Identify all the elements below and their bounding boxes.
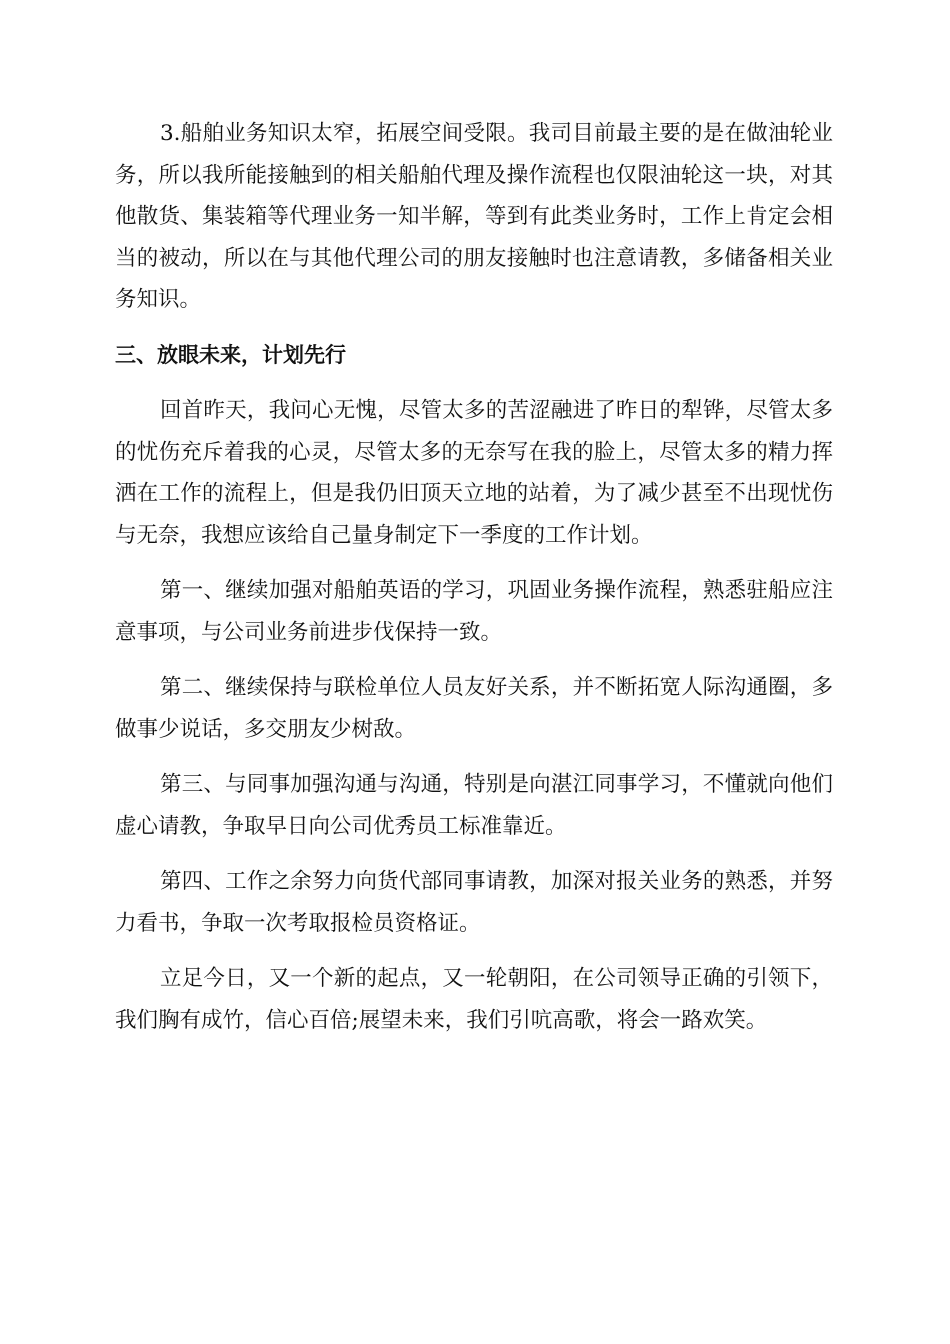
paragraph-plan-fourth: 第四、工作之余努力向货代部同事请教，加深对报关业务的熟悉，并努力看书，争取一次考取报检员资格证。 [115,869,833,936]
paragraph-plan-second: 第二、继续保持与联检单位人员友好关系，并不断拓宽人际沟通圈，多做事少说话，多交朋友少树敌。 [115,675,833,742]
paragraph-plan-third: 第三、与同事加强沟通与沟通，特别是向湛江同事学习，不懂就向他们虚心请教，争取早日向公司优秀员工标准靠近。 [115,772,833,839]
document-page [115,113,833,1055]
section-heading: 三、放眼未来，计划先行 [115,342,346,367]
paragraph-plan-first: 第一、继续加强对船舶英语的学习，巩固业务操作流程，熟悉驻船应注意事项，与公司业务前进步伐保持一致。 [115,578,833,645]
paragraph-closing: 立足今日，又一个新的起点，又一轮朝阳，在公司领导正确的引领下，我们胸有成竹，信心百倍;展望未来，我们引吭高歌，将会一路欢笑。 [115,966,833,1033]
paragraph-looking-back: 回首昨天，我问心无愧，尽管太多的苦涩融进了昨日的犁铧，尽管太多的忧伤充斥着我的心灵，尽管太多的无奈写在我的脸上，尽管太多的精力挥洒在工作的流程上，但是我仍旧顶天立地的站着，为了减少甚至不出现忧伤与无奈，我想应该给自己量身制定下一季度的工作计划。 [115,398,833,548]
paragraph-business-knowledge: 3.船舶业务知识太窄，拓展空间受限。我司目前最主要的是在做油轮业务，所以我所能接触到的相关船舶代理及操作流程也仅限油轮这一块，对其他散货、集装箱等代理业务一知半解，等到有此类业务时，工作上肯定会相当的被动，所以在与其他代理公司的朋友接触时也注意请教，多储备相关业务知识。 [115,121,833,312]
